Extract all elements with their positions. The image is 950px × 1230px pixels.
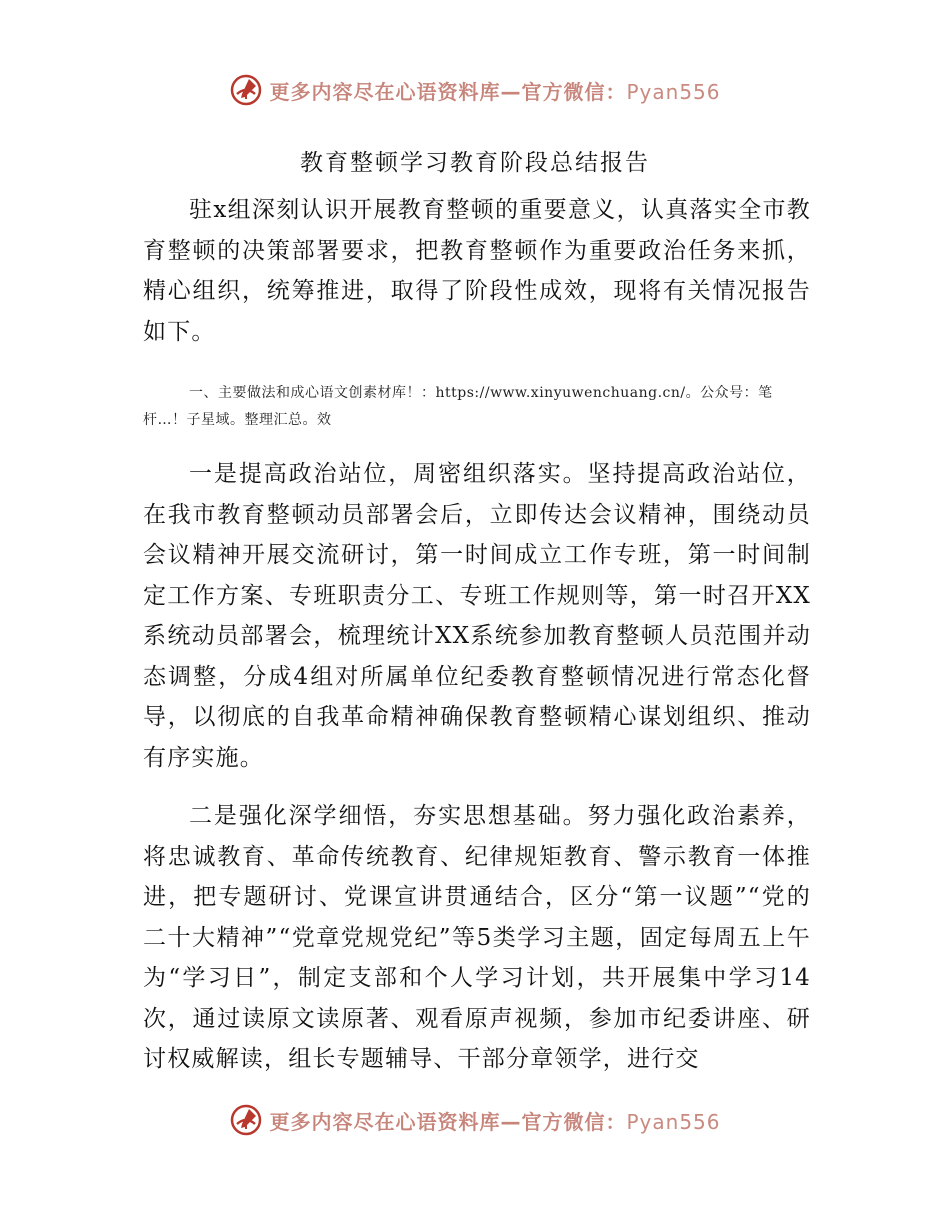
document-title: 教育整顿学习教育阶段总结报告: [300, 150, 650, 176]
wechat-id: Pyan556: [626, 79, 721, 104]
paragraph-item-2: 二是强化深学细悟，夯实思想基础。努力强化政治素养，将忠诚教育、革命传统教育、纪律规矩教育、警示教育一体推进，把专题研讨、党课宣讲贯通结合，区分“第一议题”“党的二十大精神”“党章党规党纪”等5类学习主题，固定每周五上午为“学习日”，制定支部和个人学习计划，共开展集中学习14次，通过读原文读原著、观看原声视频，参加市纪委讲座、研讨权威解读，组长专题辅导、干部分章领学，进行交: [143, 803, 811, 1072]
bottom-watermark-banner: [0, 1100, 950, 1140]
top-watermark-banner: [0, 70, 950, 110]
banner-text: 更多内容尽在心语资料库—官方微信：Pyan556: [269, 79, 721, 104]
document-body: [143, 190, 811, 1080]
paragraph-item-1: 一是提高政治站位，周密组织落实。坚持提高政治站位，在我市教育整顿动员部署会后，立即传达会议精神，围绕动员会议精神开展交流研讨，第一时间成立工作专班，第一时间制定工作方案、专班职责分工、专班工作规则等，第一时召开XX系统动员部署会，梳理统计XX系统参加教育整顿人员范围并动态调整，分成4组对所属单位纪委教育整顿情况进行常态化督导，以彻底的自我革命精神确保教育整顿精心谋划组织、推动有序实施。: [143, 461, 811, 771]
section-note: 一、主要做法和成心语文创素材库！：https://www.xinyuwenchuang.cn/。公众号：笔杆…！子星域。整理汇总。效: [143, 385, 773, 428]
banner-text: 更多内容尽在心语资料库—官方微信：Pyan556: [269, 1109, 721, 1134]
paragraph-intro: 驻x组深刻认识开展教育整顿的重要意义，认真落实全市教育整顿的决策部署要求，把教育整顿作为重要政治任务来抓，精心组织，统筹推进，取得了阶段性成效，现将有关情况报告如下。: [143, 197, 811, 345]
wechat-id: Pyan556: [626, 1109, 721, 1134]
book-pen-logo-icon: [229, 73, 263, 107]
book-pen-logo-icon: [229, 1103, 263, 1137]
